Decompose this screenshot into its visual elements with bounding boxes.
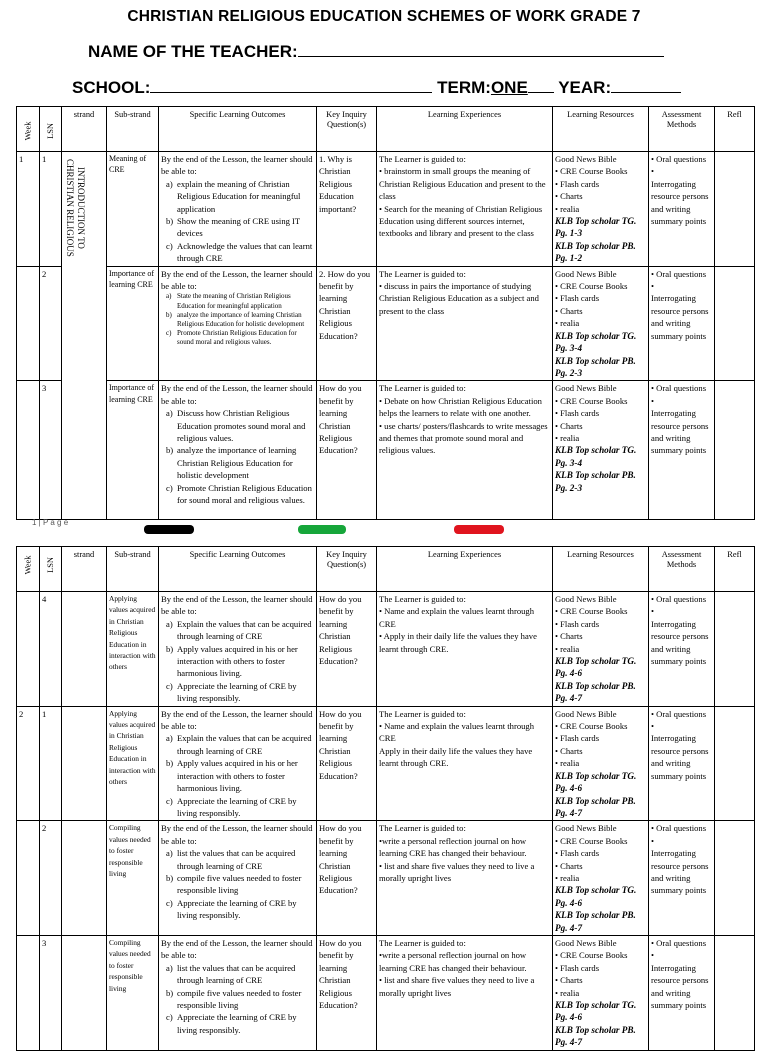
col-refl: Refl [715, 547, 755, 592]
outcome-text: list the values that can be acquired through learning of CRE [177, 962, 296, 986]
resource-item: • Flash cards [555, 178, 600, 189]
experiences-intro: The Learner is guided to: [379, 937, 466, 948]
teacher-name-line [88, 40, 768, 62]
strand-text: INTRODUCTION TO CHRISTIAN RELIGIOUS [65, 159, 86, 257]
experience-item: •write a personal reflection journal on how learning CRE has changed their behaviour. [379, 950, 527, 973]
resource-item: • CRE Course Books [555, 395, 628, 406]
resource-item: Good News Bible [555, 594, 617, 604]
resource-item: Good News Bible [555, 268, 617, 279]
resources-cell [553, 381, 649, 520]
outcomes-cell [159, 706, 317, 821]
pupil-book-ref: KLB Top scholar PB. Pg. 4-7 [555, 910, 636, 933]
school-term-year-line [72, 76, 768, 98]
outcome-item [161, 732, 314, 757]
inquiry-cell: 1. Why is Christian Religious Education important? [317, 152, 377, 267]
outcome-text: Apply values acquired in his or her interaction with others to foster harmonious living. [177, 758, 298, 794]
outcomes-intro: By the end of the Lesson, the learner should be able to: [161, 154, 313, 177]
lsn-cell: 3 [40, 935, 62, 1050]
resource-item: Good News Bible [555, 823, 617, 834]
resource-item: • Charts [555, 745, 583, 756]
outcome-item [161, 987, 314, 1012]
experiences-intro: The Learner is guided to: [379, 154, 466, 164]
assessment-cell [649, 152, 715, 267]
resource-item: • CRE Course Books [555, 606, 628, 617]
resource-item: • CRE Course Books [555, 950, 628, 961]
outcome-item [161, 897, 314, 922]
outcome-text: Promote Christian Religious Education for sound moral and religious values. [177, 329, 297, 347]
table-row [17, 266, 755, 381]
strand-cell [62, 592, 107, 707]
week-cell: 1 [17, 152, 40, 267]
resource-item: • Flash cards [555, 962, 600, 973]
col-assessment: Assessment Methods [649, 107, 715, 152]
outcomes-cell [159, 935, 317, 1050]
outcome-text: Apply values acquired in his or her interaction with others to foster harmonious living. [177, 643, 298, 679]
resource-item: • Flash cards [555, 408, 600, 419]
pupil-book-ref: KLB Top scholar PB. Pg. 4-7 [555, 1024, 636, 1048]
lsn-cell: 3 [40, 381, 62, 520]
outcome-item [161, 215, 314, 240]
assessment-item: Interrogating resource persons and writing summary points [651, 293, 709, 341]
table-header [17, 107, 755, 152]
assessment-item: • [651, 950, 655, 961]
col-experiences: Learning Experiences [377, 107, 553, 152]
resource-item: • Charts [555, 420, 583, 431]
assessment-item: • Oral questions [651, 268, 707, 279]
assessment-cell [649, 706, 715, 821]
resource-item: Good News Bible [555, 154, 617, 164]
outcome-letter: b) [166, 872, 174, 883]
outcome-text: compile five values needed to foster responsible living [177, 987, 302, 1010]
assessment-item: • Oral questions [651, 708, 707, 719]
outcomes-cell [159, 592, 317, 707]
outcomes-list [161, 292, 314, 347]
assessment-item: • Oral questions [651, 154, 707, 164]
outcome-item [161, 292, 314, 310]
resources-cell [553, 592, 649, 707]
table-body [17, 152, 755, 520]
table-row [17, 381, 755, 520]
strand-cell [62, 935, 107, 1050]
outcomes-cell [159, 152, 317, 267]
resource-item: • Charts [555, 631, 583, 642]
outcome-item [161, 847, 314, 872]
inquiry-cell: How do you benefit by learning Christian Religious Education? [317, 821, 377, 936]
substrand-cell: Meaning of CRE [107, 152, 159, 267]
resource-item: • Charts [555, 305, 583, 316]
resources-cell [553, 152, 649, 267]
reflection-cell [715, 381, 755, 520]
outcome-item [161, 329, 314, 347]
experience-item: • Apply in their daily life the values they have learnt through CRE. [379, 631, 537, 654]
schemes-table-page-2 [16, 546, 755, 1051]
flag-bar-red [454, 525, 504, 534]
resource-item: • Flash cards [555, 848, 600, 859]
term-blank [528, 76, 554, 93]
teacher-guide-ref: KLB Top scholar TG. Pg. 4-6 [555, 1000, 637, 1023]
outcome-letter: c) [166, 482, 173, 493]
experiences-cell [377, 821, 553, 936]
outcome-text: analyze the importance of learning Christian Religious Education for holistic development [177, 445, 297, 481]
assessment-item: Interrogating resource persons and writing summary points [651, 962, 709, 1010]
experience-item: • discuss in pairs the importance of studying Christian Religious Education as a subject and present to the class [379, 281, 539, 316]
outcome-item [161, 482, 314, 507]
assessment-item: • Oral questions [651, 383, 707, 394]
reflection-cell [715, 266, 755, 381]
outcome-letter: b) [166, 445, 174, 456]
inquiry-cell: How do you benefit by learning Christian Religious Education? [317, 381, 377, 520]
lsn-cell: 1 [40, 152, 62, 267]
assessment-item: Interrogating resource persons and writing summary points [651, 733, 709, 781]
assessment-item: Interrogating resource persons and writing summary points [651, 848, 709, 896]
week-cell: 2 [17, 706, 40, 821]
outcome-item [161, 618, 314, 643]
reflection-cell [715, 706, 755, 821]
outcome-letter: c) [166, 1012, 173, 1023]
outcome-letter: c) [166, 897, 173, 908]
outcome-text: Show the meaning of CRE using IT devices [177, 216, 301, 239]
teacher-guide-ref: KLB Top scholar TG. Pg. 4-6 [555, 885, 637, 908]
outcomes-intro: By the end of the Lesson, the learner should be able to: [161, 268, 313, 292]
col-week: Week [17, 107, 40, 152]
assessment-item: • [651, 835, 655, 846]
resource-item: • Charts [555, 975, 583, 986]
col-week: Week [17, 547, 40, 592]
outcome-item [161, 680, 314, 705]
experience-item: • Name and explain the values learnt through CRE [379, 721, 535, 744]
teacher-label: NAME OF THE TEACHER: [88, 42, 298, 61]
outcome-item [161, 407, 314, 444]
assessment-cell [649, 592, 715, 707]
experiences-cell [377, 706, 553, 821]
resource-item: • Charts [555, 191, 583, 202]
col-lsn: LSN [40, 547, 62, 592]
col-strand: strand [62, 547, 107, 592]
resources-cell [553, 266, 649, 381]
resource-item: • realia [555, 872, 580, 883]
resource-item: Good News Bible [555, 708, 617, 719]
table-header [17, 547, 755, 592]
resource-item: • CRE Course Books [555, 281, 628, 292]
table-row [17, 935, 755, 1050]
substrand-cell: Applying values acquired in Christian Religious Education in interaction with others [107, 706, 159, 821]
outcome-item [161, 757, 314, 794]
outcomes-list [161, 618, 314, 705]
resource-item: • CRE Course Books [555, 835, 628, 846]
table-row [17, 592, 755, 707]
experiences-cell [377, 935, 553, 1050]
week-cell [17, 592, 40, 707]
inquiry-cell: 2. How do you benefit by learning Christian Religious Education? [317, 266, 377, 381]
experience-item: • Search for the meaning of Christian Religious Education using different sources internet, textbooks and library and present to the class [379, 203, 543, 239]
outcome-text: Appreciate the learning of CRE by living responsibly. [177, 680, 297, 704]
experiences-cell [377, 592, 553, 707]
outcomes-list [161, 962, 314, 1036]
resource-item: Good News Bible [555, 937, 617, 948]
outcome-item [161, 643, 314, 680]
experience-item: • list and share five values they need to live a morally upright lives [379, 975, 535, 998]
lsn-cell: 4 [40, 592, 62, 707]
outcomes-list [161, 847, 314, 921]
outcome-letter: c) [166, 240, 173, 251]
outcome-text: Explain the values that can be acquired through learning of CRE [177, 618, 312, 642]
teacher-name-blank [298, 40, 664, 57]
outcome-letter: a) [166, 178, 173, 189]
substrand-cell: Compiling values needed to foster responsible living [107, 935, 159, 1050]
year-label: YEAR: [558, 78, 612, 97]
school-blank [150, 76, 432, 93]
experiences-intro: The Learner is guided to: [379, 383, 466, 394]
week-cell [17, 266, 40, 381]
flag-bar-black [144, 525, 194, 534]
outcomes-cell [159, 266, 317, 381]
outcome-letter: a) [166, 962, 173, 973]
outcomes-intro: By the end of the Lesson, the learner should be able to: [161, 823, 313, 846]
reflection-cell [715, 152, 755, 267]
col-assessment: Assessment Methods [649, 547, 715, 592]
outcome-item [161, 444, 314, 481]
outcome-text: Promote Christian Religious Education for sound moral and religious values. [177, 482, 312, 505]
table-row [17, 706, 755, 821]
page-number: 1 | P a g e [32, 518, 69, 527]
substrand-cell: Importance of learning CRE [107, 266, 159, 381]
resource-item: • Flash cards [555, 733, 600, 744]
outcome-item [161, 872, 314, 897]
outcome-letter: b) [166, 216, 174, 227]
pupil-book-ref: KLB Top scholar PB. Pg. 4-7 [555, 795, 636, 818]
assessment-item: • Oral questions [651, 594, 707, 604]
outcome-letter: b) [166, 987, 174, 998]
strand-cell [62, 821, 107, 936]
week-cell [17, 821, 40, 936]
resource-item: • Flash cards [555, 618, 600, 629]
col-resources: Learning Resources [553, 547, 649, 592]
assessment-item: Interrogating resource persons and writing summary points [651, 618, 709, 667]
experiences-intro: The Learner is guided to: [379, 268, 466, 279]
experience-item: Apply in their daily life the values they have learnt through CRE. [379, 745, 533, 769]
inquiry-cell: How do you benefit by learning Christian Religious Education? [317, 592, 377, 707]
resource-item: Good News Bible [555, 383, 617, 394]
outcome-item [161, 795, 314, 820]
resources-cell [553, 706, 649, 821]
teacher-guide-ref: KLB Top scholar TG. Pg. 4-6 [555, 770, 637, 794]
strand-cell [62, 152, 107, 520]
outcome-text: Appreciate the learning of CRE by living responsibly. [177, 795, 297, 818]
outcome-letter: c) [166, 680, 173, 691]
substrand-cell: Applying values acquired in Christian Religious Education in interaction with others [107, 592, 159, 707]
outcome-text: list the values that can be acquired through learning of CRE [177, 848, 296, 871]
outcome-text: Acknowledge the values that can learnt through CRE [177, 240, 313, 264]
outcome-letter: a) [166, 292, 172, 301]
pupil-book-ref: KLB Top scholar PB. Pg. 2-3 [555, 470, 636, 493]
experience-item: • list and share five values they need to live a morally upright lives [379, 860, 535, 883]
assessment-item: Interrogating resource persons and writing summary points [651, 408, 709, 456]
col-substrand: Sub-strand [107, 547, 159, 592]
outcome-letter: a) [166, 408, 173, 419]
col-inquiry: Key Inquiry Question(s) [317, 107, 377, 152]
assessment-item: • [651, 166, 655, 177]
document-title: CHRISTIAN RELIGIOUS EDUCATION SCHEMES OF WORK GRADE 7 [127, 8, 641, 25]
col-experiences: Learning Experiences [377, 547, 553, 592]
col-outcomes: Specific Learning Outcomes [159, 547, 317, 592]
resource-item: • realia [555, 318, 580, 329]
resource-item: • Charts [555, 860, 583, 871]
outcome-letter: a) [166, 848, 173, 859]
outcome-letter: b) [166, 758, 174, 769]
experience-item: • Name and explain the values learnt through CRE [379, 606, 535, 629]
experiences-cell [377, 152, 553, 267]
assessment-cell [649, 821, 715, 936]
col-lsn: LSN [40, 107, 62, 152]
week-cell [17, 935, 40, 1050]
col-inquiry: Key Inquiry Question(s) [317, 547, 377, 592]
experiences-cell [377, 381, 553, 520]
experience-item: • Debate on how Christian Religious Education helps the learners to relate with one another. [379, 395, 542, 419]
table-body [17, 592, 755, 1051]
experience-item: • use charts/ posters/flashcards to write messages and themes that promote sound moral and religious values. [379, 420, 548, 456]
outcomes-cell [159, 381, 317, 520]
table-row [17, 821, 755, 936]
outcome-text: analyze the importance of learning Christian Religious Education for holistic development [177, 310, 305, 329]
teacher-guide-ref: KLB Top scholar TG. Pg. 1-3 [555, 216, 637, 239]
lsn-cell: 1 [40, 706, 62, 821]
table-row [17, 152, 755, 267]
resource-item: • Flash cards [555, 293, 600, 304]
resource-item: • CRE Course Books [555, 166, 628, 177]
school-label: SCHOOL: [72, 78, 151, 97]
assessment-item: • [651, 606, 655, 617]
col-resources: Learning Resources [553, 107, 649, 152]
resource-item: • realia [555, 987, 580, 998]
resource-item: • CRE Course Books [555, 721, 628, 732]
assessment-item: • [651, 395, 655, 406]
outcome-letter: b) [166, 310, 172, 319]
year-blank [611, 76, 681, 93]
outcome-item [161, 240, 314, 265]
pupil-book-ref: KLB Top scholar PB. Pg. 2-3 [555, 355, 636, 378]
outcomes-intro: By the end of the Lesson, the learner should be able to: [161, 708, 313, 732]
col-refl: Refl [715, 107, 755, 152]
teacher-guide-ref: KLB Top scholar TG. Pg. 4-6 [555, 656, 637, 679]
assessment-cell [649, 266, 715, 381]
term-value: ONE [490, 78, 528, 97]
strand-cell [62, 706, 107, 821]
pupil-book-ref: KLB Top scholar PB. Pg. 1-2 [555, 240, 636, 264]
assessment-cell [649, 935, 715, 1050]
resources-cell [553, 821, 649, 936]
lsn-cell: 2 [40, 821, 62, 936]
outcome-text: Explain the values that can be acquired through learning of CRE [177, 733, 312, 756]
outcomes-list [161, 178, 314, 265]
outcome-text: Discuss how Christian Religious Education promotes sound moral and religious values. [177, 408, 306, 443]
assessment-item: • Oral questions [651, 823, 707, 834]
col-outcomes: Specific Learning Outcomes [159, 107, 317, 152]
resources-cell [553, 935, 649, 1050]
outcome-item [161, 178, 314, 215]
col-strand: strand [62, 107, 107, 152]
outcomes-intro: By the end of the Lesson, the learner should be able to: [161, 594, 313, 617]
assessment-item: • Oral questions [651, 937, 707, 948]
resource-item: • realia [555, 203, 580, 214]
outcome-letter: c) [166, 795, 173, 806]
outcomes-intro: By the end of the Lesson, the learner should be able to: [161, 937, 313, 961]
outcome-letter: a) [166, 618, 173, 629]
outcome-text: Appreciate the learning of CRE by living responsibly. [177, 1012, 297, 1035]
lsn-cell: 2 [40, 266, 62, 381]
assessment-item: • [651, 281, 655, 292]
outcome-letter: c) [166, 329, 172, 338]
outcome-text: Appreciate the learning of CRE by living responsibly. [177, 897, 297, 921]
outcome-letter: b) [166, 643, 174, 654]
substrand-cell: Compiling values needed to foster responsible living [107, 821, 159, 936]
teacher-guide-ref: KLB Top scholar TG. Pg. 3-4 [555, 330, 637, 354]
reflection-cell [715, 821, 755, 936]
term-label: TERM: [437, 78, 491, 97]
outcome-item [161, 962, 314, 987]
reflection-cell [715, 935, 755, 1050]
experiences-intro: The Learner is guided to: [379, 823, 466, 834]
outcome-text: compile five values needed to foster responsible living [177, 872, 302, 896]
col-substrand: Sub-strand [107, 107, 159, 152]
week-cell [17, 381, 40, 520]
substrand-cell: Importance of learning CRE [107, 381, 159, 520]
resource-item: • realia [555, 758, 580, 769]
resource-item: • realia [555, 643, 580, 654]
outcome-text: State the meaning of Christian Religious Education for meaningful application [177, 292, 291, 310]
outcomes-cell [159, 821, 317, 936]
experiences-intro: The Learner is guided to: [379, 594, 466, 604]
assessment-item: • [651, 721, 655, 732]
reflection-cell [715, 592, 755, 707]
experiences-intro: The Learner is guided to: [379, 708, 466, 719]
schemes-table-page-1 [16, 106, 755, 520]
experience-item: •write a personal reflection journal on how learning CRE has changed their behaviour. [379, 835, 527, 859]
outcome-text: explain the meaning of Christian Religious Education for meaningful application [177, 178, 301, 214]
inquiry-cell: How do you benefit by learning Christian Religious Education? [317, 935, 377, 1050]
assessment-cell [649, 381, 715, 520]
outcomes-list [161, 407, 314, 506]
experience-item: • brainstorm in small groups the meaning of Christian Religious Education and present to the class [379, 166, 546, 202]
teacher-guide-ref: KLB Top scholar TG. Pg. 3-4 [555, 445, 637, 468]
outcomes-list [161, 732, 314, 819]
experiences-cell [377, 266, 553, 381]
assessment-item: Interrogating resource persons and writing summary points [651, 178, 709, 227]
flag-bar-green [298, 525, 346, 534]
outcomes-intro: By the end of the Lesson, the learner should be able to: [161, 383, 313, 406]
outcome-item [161, 311, 314, 329]
outcome-letter: a) [166, 733, 173, 744]
resource-item: • realia [555, 432, 580, 443]
pupil-book-ref: KLB Top scholar PB. Pg. 4-7 [555, 680, 636, 704]
inquiry-cell: How do you benefit by learning Christian Religious Education? [317, 706, 377, 821]
